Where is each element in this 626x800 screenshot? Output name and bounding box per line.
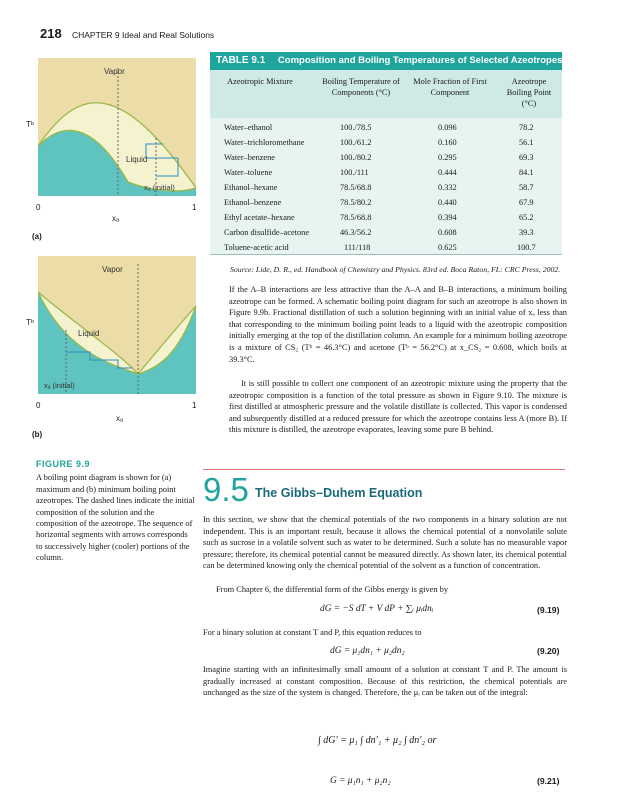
- table-row: [210, 135, 562, 150]
- table-cell: Water–ethanol: [224, 123, 273, 132]
- equation-number-9-20: (9.20): [537, 646, 560, 656]
- column-header: Boiling Temperature of Components (°C): [322, 77, 400, 97]
- table-cell: 67.9: [519, 198, 534, 207]
- liquid-label: Liquid: [78, 329, 100, 338]
- table-title-bar: [210, 52, 562, 70]
- column-header: Azeotropic Mixture: [227, 77, 293, 86]
- table-cell: 65.2: [519, 213, 534, 222]
- xa-initial-label: xₐ (initial): [144, 183, 175, 192]
- table-row: [210, 240, 562, 255]
- figure-b-x-label: xₐ: [116, 414, 123, 423]
- table-cell: 84.1: [519, 168, 534, 177]
- table-cell: 100./78.5: [340, 123, 372, 132]
- equation-number-9-21: (9.21): [537, 776, 560, 786]
- paragraph-pressure-distillation: It is still possible to collect one component of an azeotropic mixture using the property that the azeotropic composition is a function of the total pressure as shown in Figure 9.10. The mixture is first distilled at atmospheric pressure and the volatile distillate is collected. This vapor is condensed and subsequently distilled at a reduced pressure for which the azeotrope contains less A (more B). If this mixture is distilled, the azeotrope evaporates, leaving some pure B behind.: [229, 379, 567, 435]
- column-header: Azeotrope Boiling Point (°C): [506, 77, 552, 108]
- table-cell: 78.5/80.2: [340, 198, 372, 207]
- table-cell: 78.5/68.8: [340, 213, 372, 222]
- table-cell: Water–benzene: [224, 153, 275, 162]
- figure-b-tick-0: 0: [36, 401, 41, 410]
- paragraph-binary: For a binary solution at constant T and P, this equation reduces to: [203, 628, 422, 637]
- table-cell: 0.332: [438, 183, 457, 192]
- table-source: Source: Lide, D. R., ed. Handbook of Chemistry and Physics. 83rd ed. Boca Raton, FL: CRC Press, 2002.: [230, 265, 561, 274]
- table-cell: 111/118: [344, 243, 371, 252]
- table-cell: 78.2: [519, 123, 534, 132]
- equation-9-19: dG = −S dT + V dP + ∑ᵢ μᵢdnᵢ: [320, 604, 434, 614]
- table-cell: Ethanol–benzene: [224, 198, 282, 207]
- figure-caption-title: FIGURE 9.9: [36, 459, 91, 469]
- table-cell: Toluene-acetic acid: [224, 243, 289, 252]
- table-cell: Water–toluene: [224, 168, 273, 177]
- page-number: 218: [40, 26, 62, 41]
- figure-a-panel-label: (a): [32, 232, 42, 241]
- table-cell: Water–trichloromethane: [224, 138, 305, 147]
- figure-b-tick-1: 1: [192, 401, 197, 410]
- table-label: TABLE 9.1: [216, 55, 266, 66]
- paragraph-gibbs-intro: From Chapter 6, the differential form of the Gibbs energy is given by: [216, 585, 449, 594]
- table-cell: 100./80.2: [340, 153, 372, 162]
- figure-b-panel-label: (b): [32, 430, 43, 439]
- vapor-label: Vapor: [102, 265, 123, 274]
- table-cell: 0.444: [438, 168, 457, 177]
- section-number: 9.5: [203, 471, 249, 508]
- table-cell: 0.608: [438, 228, 457, 237]
- equation-number-9-19: (9.19): [537, 605, 560, 615]
- table-cell: 78.5/68.8: [340, 183, 372, 192]
- liquid-label: Liquid: [126, 155, 148, 164]
- paragraph-intro: In this section, we show that the chemical potentials of the two components in a binary solution are not independent. This is an important result, because it allows the chemical potential of a nonvolatile solute such as sucrose in a volatile solvent such as water to be determined. Such a solute has no measurable vapor pressure; therefore, its chemical potential cannot be measured directly. As shown later, its chemical potential can be determined knowing only the chemical potential of the solvent as a function of concentration.: [203, 515, 567, 571]
- table-title: Composition and Boiling Temperatures of Selected Azeotropes: [277, 55, 563, 66]
- table-cell: Ethyl acetate–hexane: [224, 213, 295, 222]
- table-cell: 0.160: [438, 138, 457, 147]
- paragraph-integration: Imagine starting with an infinitesimally small amount of a solution at constant T and P. The amount is gradually increased at constant composition. Because of this restriction, the chemical potentials are unchanged as the size of the system is changed. Therefore, the μᵢ can be taken out of the integral:: [203, 665, 567, 698]
- paragraph-minimum-azeotrope: If the A–B interactions are less attractive than the A–A and B–B interactions, a minimum boiling azeotrope can be formed. A schematic boiling point diagram for such an azeotrope is also shown in Figure 9.9b. Fractional distillation of such a solution beginning with an initial value of xₐ less than that corresponding to the minimum boiling point leads to a liquid with the azeotropic composition initially emerging at the top of the distillation column. An example for a minimum boiling azeotrope is a mixture of CS₂ (Tᵇ = 46.3°C) and acetone (Tᵇ = 56.2°C) at x_CS₂ = 0.608, which boils at 39.3°C.: [229, 285, 567, 364]
- table-cell: 39.3: [519, 228, 534, 237]
- table-row: [210, 210, 562, 225]
- table-cell: Carbon disulfide–acetone: [224, 228, 310, 237]
- table-cell: 100.7: [517, 243, 536, 252]
- xa-initial-label: xₐ (initial): [44, 381, 75, 390]
- table-row: [210, 225, 562, 240]
- column-header: Mole Fraction of First Component: [413, 77, 487, 97]
- table-cell: 58.7: [519, 183, 534, 192]
- table-cell: 0.394: [438, 213, 457, 222]
- table-body: [210, 118, 562, 254]
- equation-integral: ∫ dG′ = μ₁ ∫ dn′₁ + μ₂ ∫ dn′₂ or: [318, 735, 437, 746]
- table-row: [210, 180, 562, 195]
- running-head: [40, 26, 214, 41]
- table-cell: Ethanol–hexane: [224, 183, 278, 192]
- table-cell: 69.3: [519, 153, 534, 162]
- table-row: [210, 165, 562, 180]
- figure-caption-text: A boiling point diagram is shown for (a) maximum and (b) minimum boiling point azeotropes. The dashed lines indicate the initial composition of the solution and the composition of the azeotrope. The sequence of horizontal segments with arrows corresponds to successively higher (cooler) portions of the column.: [36, 473, 195, 563]
- figure-a-diagram: [38, 58, 200, 198]
- table-cell: 0.625: [438, 243, 457, 252]
- vapor-label: Vapor: [104, 67, 125, 76]
- equation-9-21: G = μ₁n₁ + μ₂n₂: [330, 776, 391, 786]
- table-row: [210, 150, 562, 165]
- figure-a-x-label: xₐ: [112, 214, 119, 223]
- table-cell: 0.440: [438, 198, 457, 207]
- table-row: [210, 195, 562, 210]
- figure-caption: [36, 459, 196, 564]
- table-cell: 100./111: [340, 168, 369, 177]
- chapter-title: CHAPTER 9 Ideal and Real Solutions: [71, 30, 215, 40]
- table-cell: 100./61.2: [340, 138, 372, 147]
- table-cell: 56.1: [519, 138, 534, 147]
- figure-a-y-label: Tᵇ: [26, 120, 34, 129]
- figure-a-tick-1: 1: [192, 203, 197, 212]
- table-cell: 0.096: [438, 123, 457, 132]
- table-row: [210, 120, 562, 135]
- figure-a-tick-0: 0: [36, 203, 41, 212]
- figure-b-diagram: [38, 256, 200, 396]
- table-cell: 0.295: [438, 153, 457, 162]
- table-9-1: [210, 52, 562, 255]
- section-title: The Gibbs–Duhem Equation: [255, 486, 423, 500]
- section-rule: [203, 469, 565, 470]
- equation-9-20: dG = μ₁dn₁ + μ₂dn₂: [330, 646, 405, 656]
- table-cell: 46.3/56.2: [340, 228, 372, 237]
- figure-b-y-label: Tᵇ: [26, 318, 34, 327]
- table-header: [210, 70, 562, 118]
